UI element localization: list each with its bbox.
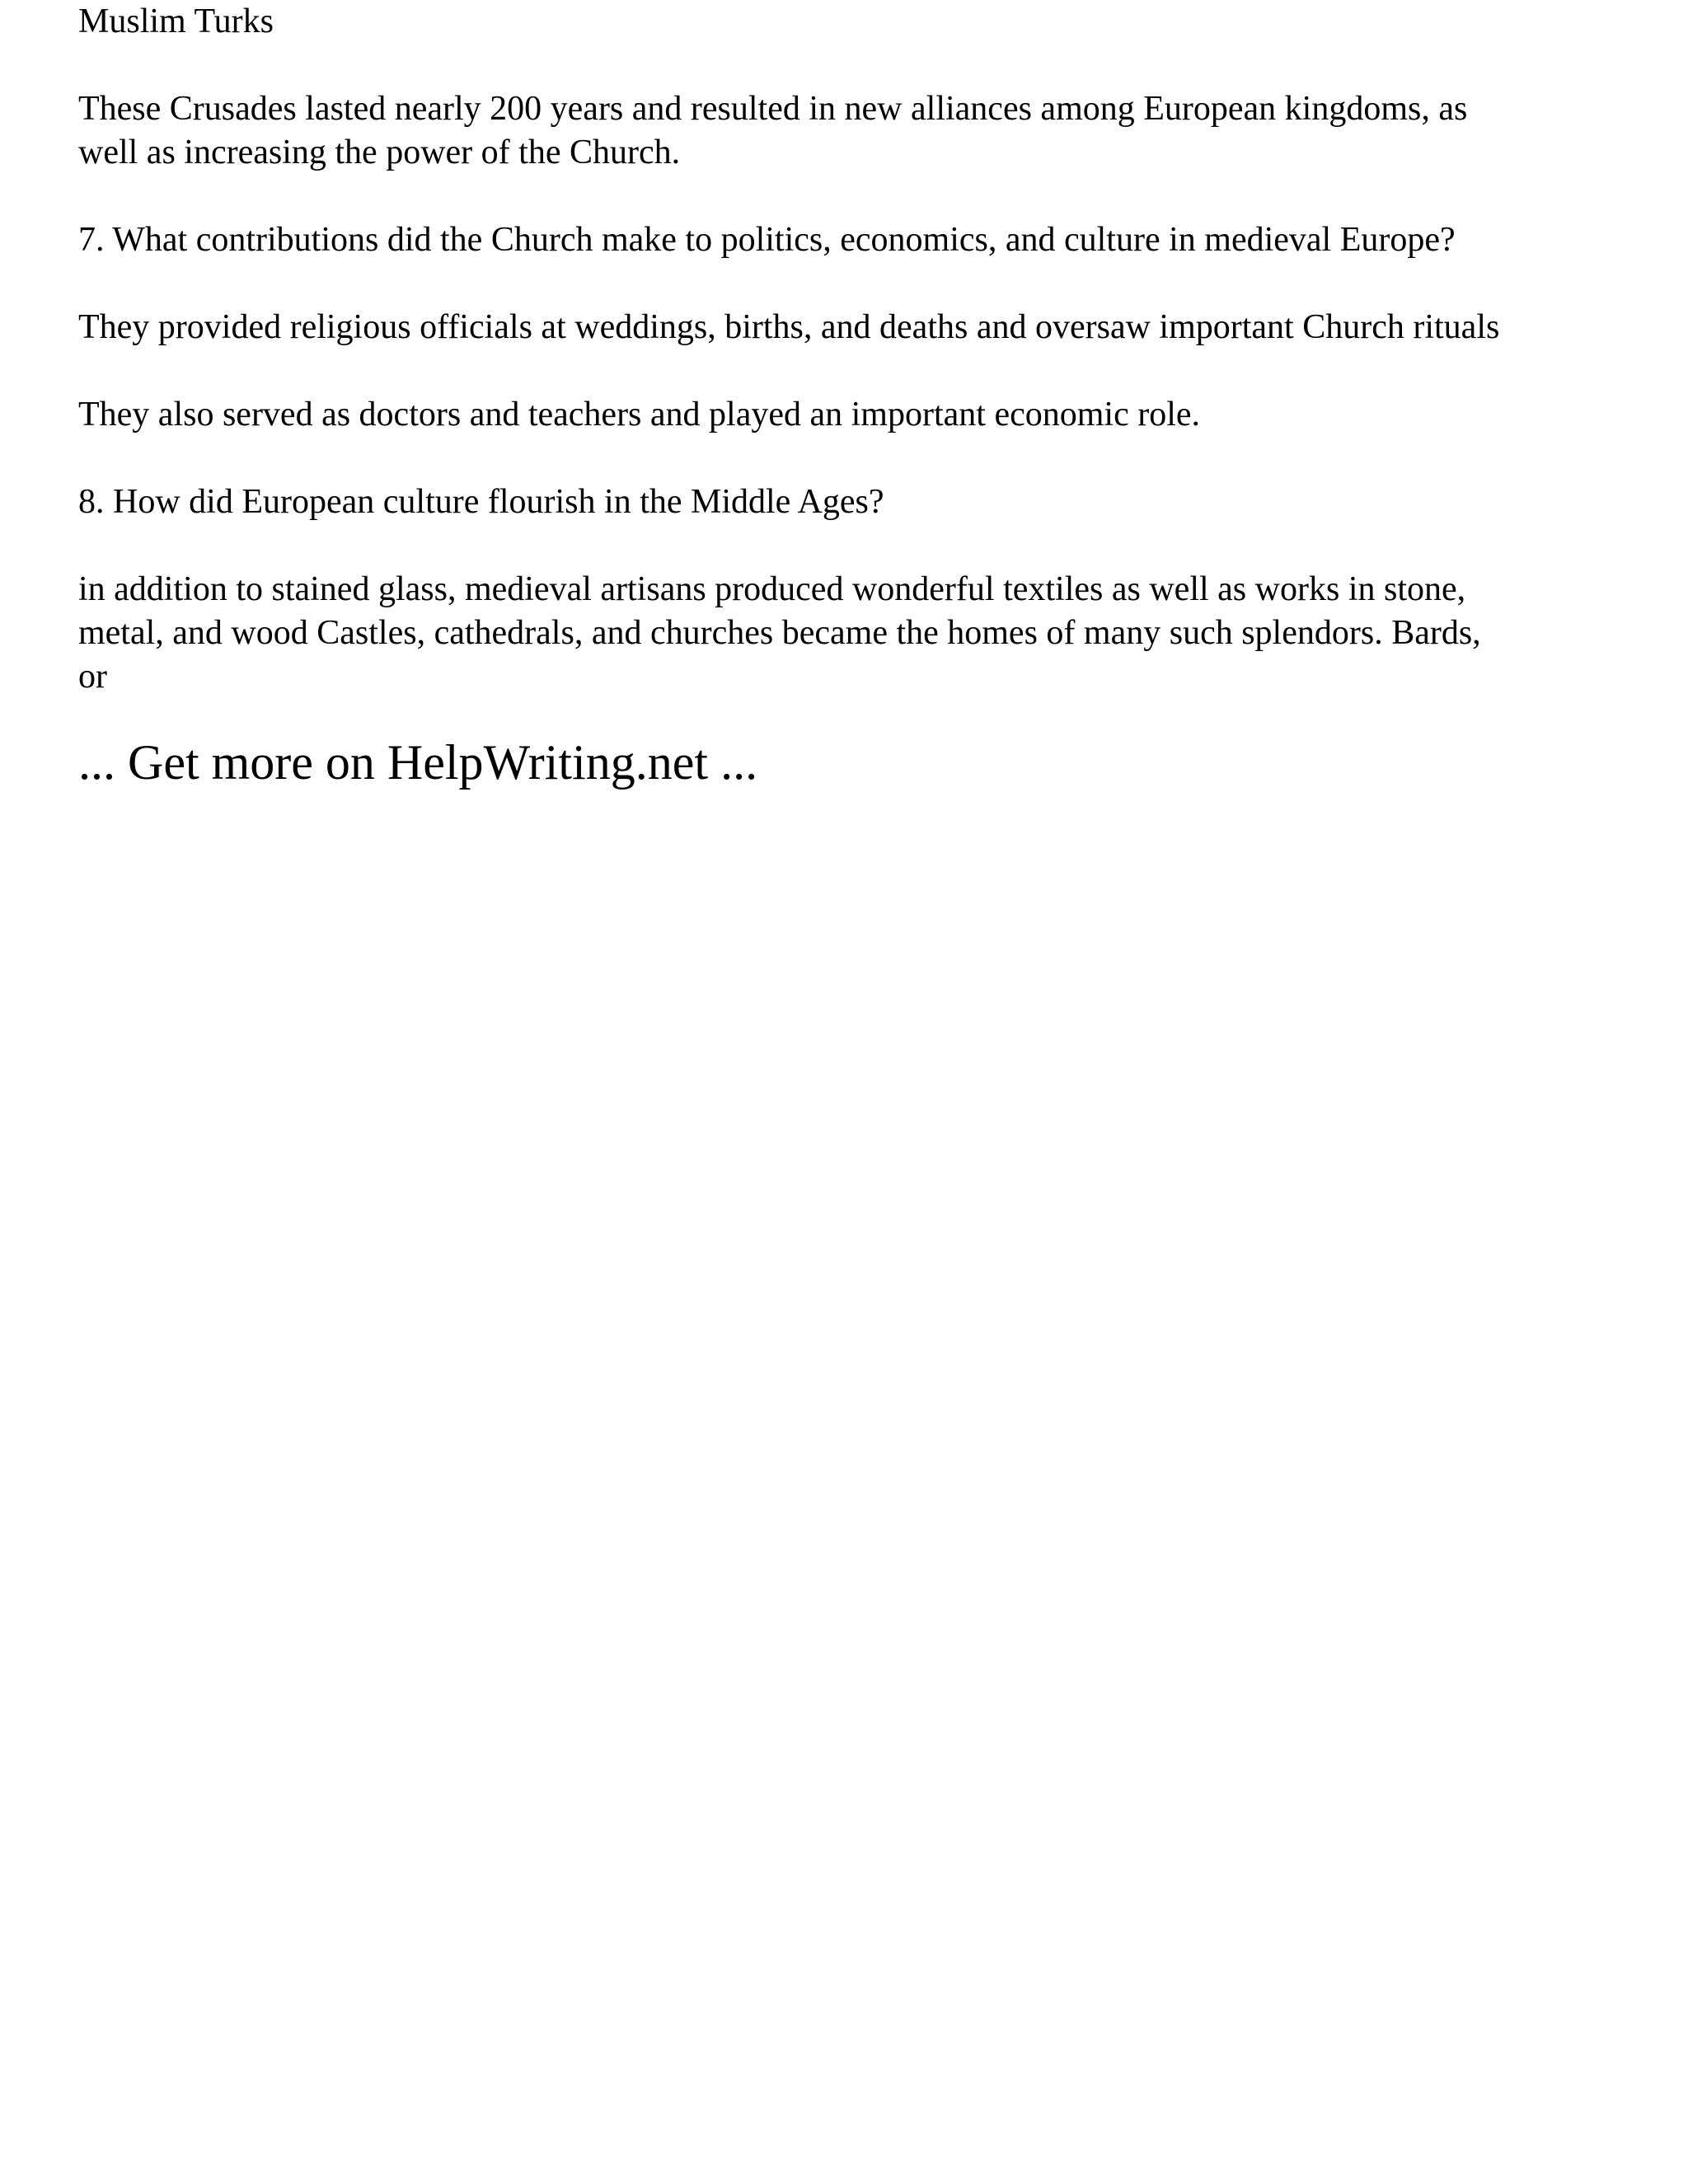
paragraph-gap [78,175,1644,218]
paragraph-gap [78,349,1644,393]
answer-8 [78,568,1644,699]
paragraph-gap [78,524,1644,568]
paragraph-gap [78,262,1644,306]
paragraph-gap [78,44,1644,87]
paragraph-crusades [78,87,1644,175]
answer-7-part-1: They provided religious officials at weddings, births, and deaths and oversaw important Church rituals [78,308,1500,346]
get-more-link[interactable]: ... Get more on HelpWriting.net ... [78,735,758,790]
text-line: or [78,658,107,696]
text-line: metal, and wood Castles, cathedrals, and churches became the homes of many such splendors. Bards, [78,614,1481,652]
paragraph-gap [78,437,1644,480]
answer-7-part-2: They also served as doctors and teachers and played an important economic role. [78,396,1201,434]
document-page [78,0,1644,791]
text-line: These Crusades lasted nearly 200 years and resulted in new alliances among European kingdoms, as [78,90,1468,128]
question-7: 7. What contributions did the Church make to politics, economics, and culture in medieval Europe? [78,221,1456,259]
text-line: in addition to stained glass, medieval artisans produced wonderful textiles as well as works in stone, [78,570,1466,608]
text-line: well as increasing the power of the Church. [78,134,681,171]
text-line: Muslim Turks [78,2,274,40]
question-8: 8. How did European culture flourish in the Middle Ages? [78,483,884,521]
